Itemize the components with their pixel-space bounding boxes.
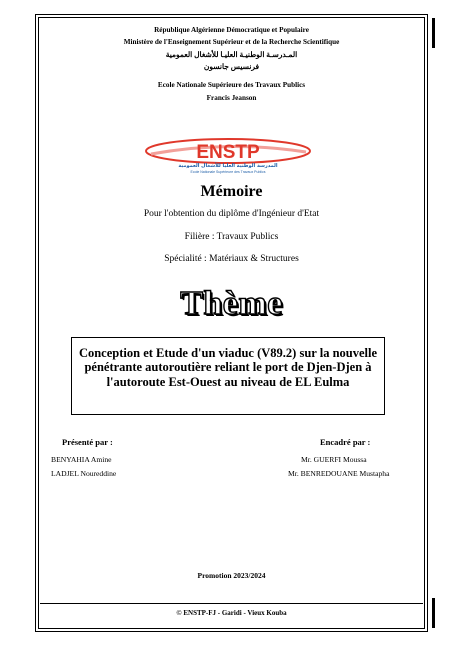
supervised-label: Encadré par : <box>320 437 371 447</box>
ministry-line: Ministère de l'Enseignement Supérieur et de la Recherche Scientifique <box>123 38 340 46</box>
filiere-line: Filière : Travaux Publics <box>184 232 279 242</box>
edge-mark-bottom <box>432 598 435 628</box>
student-name-1: BENYAHIA Amine <box>51 455 112 464</box>
republic-line: République Algérienne Démocratique et Populaire <box>154 26 309 34</box>
student-name-2: LADJEL Noureddine <box>51 469 117 478</box>
arabic-school-line: المـدرسـة الوطنيـة العليـا للأشغال العمومية <box>165 50 298 59</box>
logo-wordmark: ENSTP <box>196 142 260 163</box>
memoire-heading: Mémoire <box>200 183 263 200</box>
thesis-title: Conception et Etude d'un viaduc (V89.2) sur la nouvelle pénétrante autoroutière reliant le port de Djen-Djen à l'autoroute Est-Ouest au niveau de EL Eulma <box>78 346 378 389</box>
page-border-inner <box>38 17 425 629</box>
edge-mark-top <box>432 18 435 48</box>
supervisor-name-2: Mr. BENREDOUANE Mustapha <box>288 469 390 478</box>
arabic-name-line: فرنسيس جانسون <box>203 62 260 71</box>
school-subname: Francis Jeanson <box>206 94 257 102</box>
promotion-line: Promotion 2023/2024 <box>197 571 266 580</box>
presented-label: Présenté par : <box>62 437 113 447</box>
diploma-purpose: Pour l'obtention du diplôme d'Ingénieur d'Etat <box>143 209 320 219</box>
logo-subtext: Ecole Nationale Supérieure des Travaux Publics <box>190 170 266 174</box>
enstp-logo-graphic <box>141 136 316 176</box>
enstp-logo <box>141 136 316 176</box>
specialite-line: Spécialité : Matériaux & Structures <box>164 254 299 264</box>
theme-heading: Thème <box>180 285 283 322</box>
thesis-title-box <box>71 337 385 415</box>
footer-copyright: © ENSTP-FJ - Garidi - Vieux Kouba <box>176 609 287 617</box>
supervisor-name-1: Mr. GUERFI Moussa <box>301 455 367 464</box>
school-name: Ecole Nationale Supérieure des Travaux Publics <box>157 81 306 89</box>
logo-arabic: المدرسة الوطنية العليا للأشغال العمومية <box>178 163 278 169</box>
footer-divider <box>40 603 423 604</box>
